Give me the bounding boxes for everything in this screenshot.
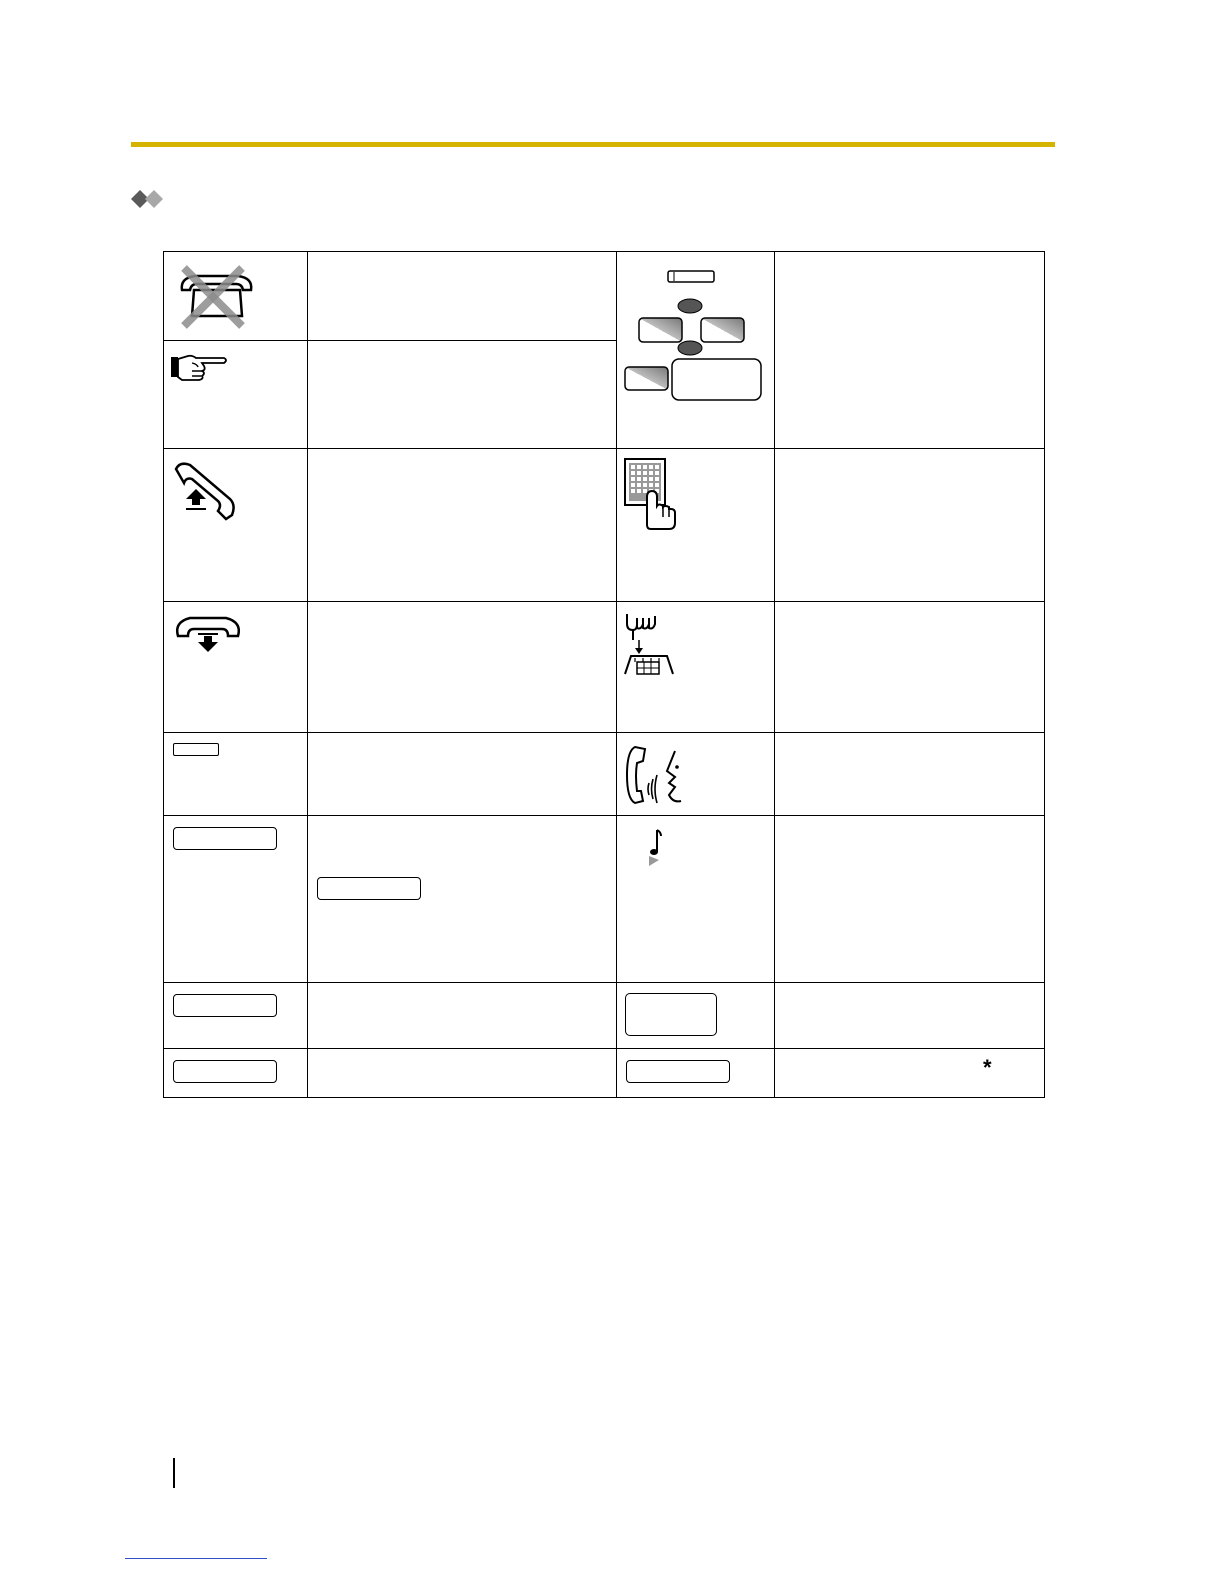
symbol-cell xyxy=(617,816,775,983)
description-cell xyxy=(775,816,1045,983)
keypad-press-icon xyxy=(623,457,693,537)
tone-note-icon xyxy=(645,826,675,870)
wide-key-icon xyxy=(626,1060,730,1083)
symbol-cell xyxy=(617,733,775,816)
description-cell xyxy=(775,602,1045,733)
symbol-cell xyxy=(164,733,308,816)
talk-icon xyxy=(623,741,703,811)
symbol-cell xyxy=(164,449,308,602)
double-diamond-icon xyxy=(130,188,170,212)
description-cell xyxy=(308,449,617,602)
on-hook-icon xyxy=(170,612,250,672)
wide-key-icon xyxy=(173,827,277,850)
symbol-cell xyxy=(617,1049,775,1098)
wide-key-icon xyxy=(173,994,277,1017)
description-cell xyxy=(775,449,1045,602)
symbol-cell xyxy=(617,602,775,733)
asterisk-symbol: * xyxy=(983,1055,992,1080)
symbol-cell xyxy=(164,1049,308,1098)
description-cell xyxy=(775,252,1045,449)
footer-link-underline[interactable] xyxy=(125,1558,267,1559)
description-cell xyxy=(308,1049,617,1098)
navigator-keys-icon xyxy=(623,264,773,424)
symbol-cell xyxy=(164,252,308,341)
description-cell xyxy=(775,1049,1045,1098)
description-cell xyxy=(308,341,617,449)
description-cell xyxy=(775,983,1045,1049)
wide-key-icon xyxy=(173,1060,277,1083)
off-hook-icon xyxy=(170,459,250,529)
symbol-cell xyxy=(164,983,308,1049)
description-cell xyxy=(308,733,617,816)
symbol-cell xyxy=(617,983,775,1049)
symbol-cell xyxy=(164,341,308,449)
header-gold-rule xyxy=(131,142,1055,147)
description-cell xyxy=(308,252,617,341)
description-cell xyxy=(308,816,617,983)
footer-page-bar xyxy=(173,1458,175,1488)
symbol-table xyxy=(163,251,1045,1098)
description-cell xyxy=(308,602,617,733)
pointing-hand-icon xyxy=(170,351,230,385)
wide-key-icon xyxy=(317,877,421,900)
on-hook-crossed-icon xyxy=(170,260,270,340)
description-cell xyxy=(775,733,1045,816)
symbol-cell xyxy=(164,816,308,983)
symbol-cell xyxy=(164,602,308,733)
small-key-icon xyxy=(173,743,219,756)
symbol-cell xyxy=(617,252,775,449)
symbol-cell xyxy=(617,449,775,602)
description-cell xyxy=(308,983,617,1049)
tall-key-icon xyxy=(625,993,717,1036)
press-button-icon xyxy=(623,610,693,690)
